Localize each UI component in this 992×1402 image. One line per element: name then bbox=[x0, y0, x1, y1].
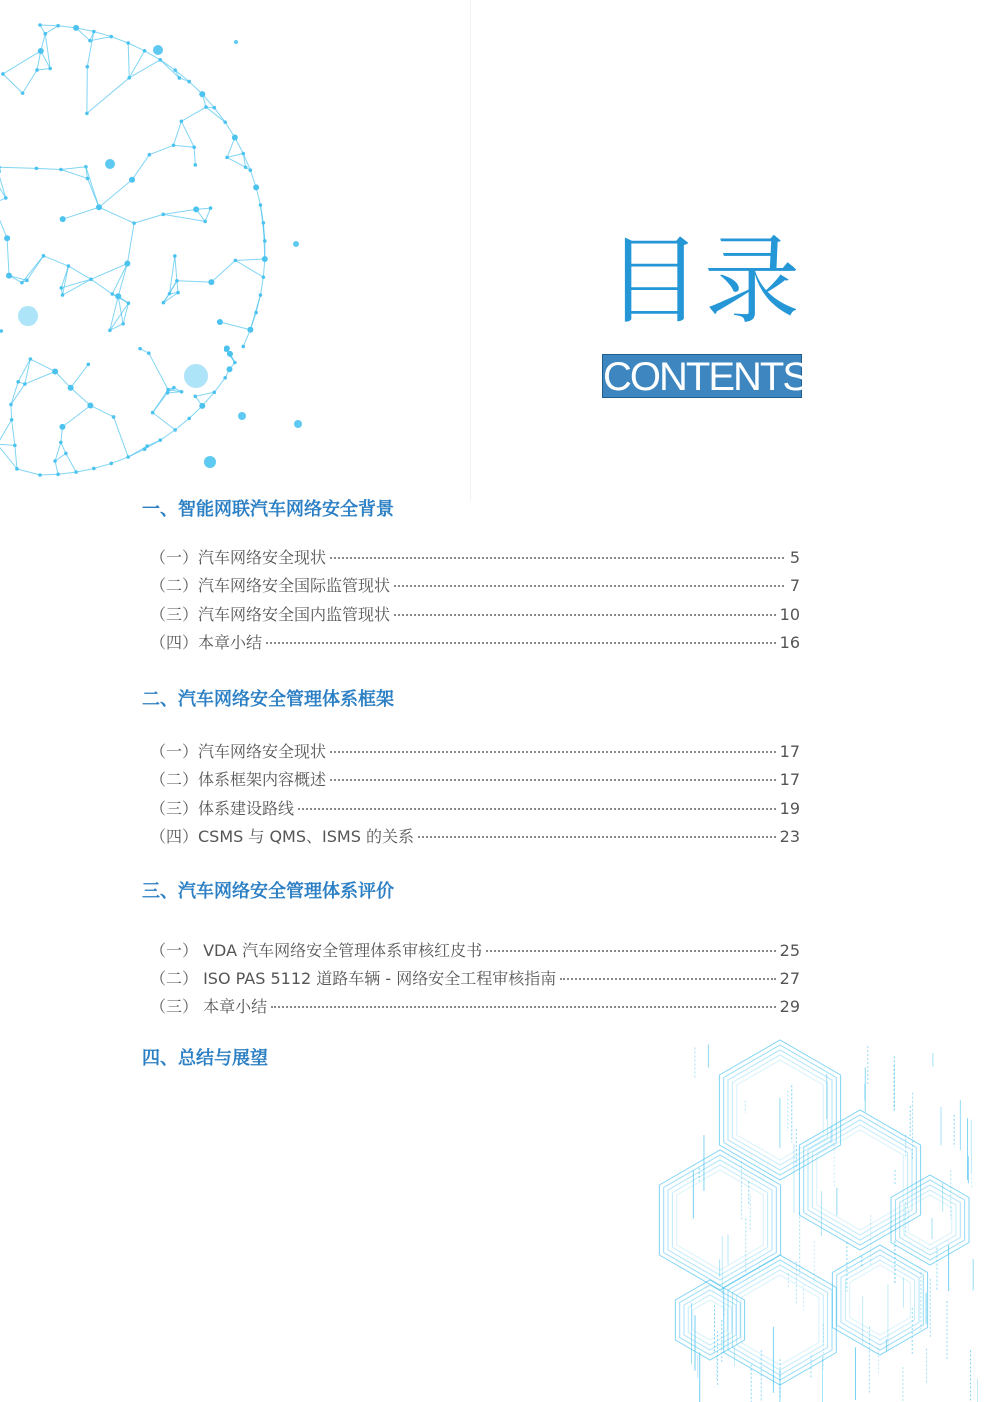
globe-node bbox=[15, 467, 19, 471]
section-title-1[interactable]: 一、智能网联汽车网络安全背景 bbox=[142, 499, 394, 520]
dot-leader bbox=[394, 602, 776, 616]
globe-node bbox=[115, 293, 121, 299]
globe-node bbox=[43, 32, 47, 36]
toc-page-number: 29 bbox=[779, 997, 800, 1016]
globe-link bbox=[91, 279, 112, 294]
toc-item[interactable] bbox=[150, 574, 800, 598]
globe-node bbox=[68, 385, 74, 391]
globe-node bbox=[253, 184, 259, 190]
globe-link bbox=[0, 204, 7, 239]
globe-node bbox=[35, 167, 39, 171]
toc-item-label: （四）CSMS 与 QMS、ISMS 的关系 bbox=[150, 827, 414, 846]
globe-link bbox=[18, 359, 30, 382]
globe-node bbox=[52, 368, 58, 374]
globe-link bbox=[0, 444, 15, 445]
globe-link bbox=[94, 32, 111, 37]
globe-link bbox=[40, 25, 58, 26]
globe-link bbox=[94, 463, 111, 468]
globe-link bbox=[12, 420, 15, 446]
globe-node bbox=[86, 177, 90, 181]
glow-dot bbox=[204, 456, 216, 468]
globe-node bbox=[199, 403, 205, 409]
dot-leader bbox=[330, 545, 784, 559]
dot-leader bbox=[271, 994, 776, 1008]
globe-node bbox=[232, 135, 238, 141]
dot-leader bbox=[394, 573, 784, 587]
globe-node bbox=[172, 144, 176, 148]
globe-node bbox=[85, 65, 89, 69]
toc-item[interactable] bbox=[150, 797, 800, 821]
globe-node bbox=[0, 168, 1, 174]
globe-link bbox=[55, 442, 61, 461]
globe-network-decoration bbox=[0, 0, 470, 560]
globe-node bbox=[38, 473, 42, 477]
globe-node bbox=[187, 80, 191, 84]
globe-link bbox=[235, 259, 264, 260]
globe-node bbox=[147, 351, 151, 355]
globe-node bbox=[180, 119, 184, 123]
globe-link bbox=[163, 214, 205, 221]
toc-item[interactable] bbox=[150, 967, 800, 991]
globe-node bbox=[192, 145, 196, 149]
globe-link bbox=[58, 472, 76, 474]
glow-dot bbox=[153, 45, 163, 55]
toc-item-label: （四）本章小结 bbox=[150, 633, 263, 652]
globe-link bbox=[0, 167, 36, 168]
section-title-4[interactable]: 四、总结与展望 bbox=[142, 1048, 268, 1069]
globe-node bbox=[151, 411, 155, 415]
globe-link bbox=[227, 138, 235, 158]
globe-link bbox=[90, 405, 113, 416]
globe-link bbox=[173, 121, 181, 145]
dot-leader bbox=[418, 824, 776, 838]
globe-link bbox=[68, 266, 91, 279]
globe-link bbox=[11, 384, 25, 404]
globe-node bbox=[56, 472, 60, 476]
globe-node bbox=[227, 366, 233, 372]
globe-link bbox=[45, 26, 58, 34]
globe-node bbox=[10, 418, 14, 422]
globe-node bbox=[180, 390, 184, 394]
globe-node bbox=[224, 345, 230, 351]
globe-node bbox=[23, 382, 27, 386]
globe-node bbox=[132, 221, 136, 225]
globe-link bbox=[110, 296, 118, 330]
hex-outline bbox=[799, 1110, 920, 1250]
hex-outline bbox=[728, 1260, 832, 1380]
toc-item-label: （一） VDA 汽车网络安全管理体系审核红皮书 bbox=[150, 941, 483, 960]
globe-node bbox=[262, 256, 268, 262]
toc-page-number: 16 bbox=[779, 633, 800, 652]
globe-link bbox=[134, 214, 163, 223]
glow-dot bbox=[234, 40, 238, 44]
globe-link bbox=[37, 68, 50, 69]
globe-node bbox=[166, 388, 170, 392]
globe-link bbox=[63, 279, 92, 295]
globe-link bbox=[211, 260, 235, 282]
globe-node bbox=[212, 106, 216, 110]
globe-node bbox=[129, 177, 135, 183]
globe-link bbox=[55, 371, 71, 387]
globe-node bbox=[87, 402, 93, 408]
globe-node bbox=[193, 206, 199, 212]
globe-node bbox=[38, 23, 42, 27]
globe-node bbox=[92, 467, 96, 471]
globe-node bbox=[173, 254, 177, 258]
globe-node bbox=[262, 275, 266, 279]
globe-node bbox=[0, 329, 3, 333]
globe-node bbox=[20, 281, 24, 285]
globe-node bbox=[259, 203, 263, 207]
globe-link bbox=[111, 457, 128, 463]
globe-node bbox=[204, 105, 208, 109]
globe-node bbox=[145, 444, 149, 448]
globe-link bbox=[91, 264, 127, 280]
globe-node bbox=[109, 462, 113, 466]
globe-node bbox=[259, 293, 263, 297]
globe-link bbox=[43, 256, 68, 266]
globe-node bbox=[168, 292, 172, 296]
globe-link bbox=[181, 107, 206, 121]
globe-link bbox=[214, 378, 225, 392]
globe-node bbox=[112, 415, 116, 419]
toc-item-label: （二）汽车网络安全国际监管现状 bbox=[150, 576, 391, 595]
toc-page-number: 27 bbox=[779, 969, 800, 988]
globe-node bbox=[173, 428, 177, 432]
globe-node bbox=[223, 120, 227, 124]
globe-node bbox=[73, 25, 79, 31]
globe-node bbox=[143, 447, 147, 451]
globe-node bbox=[88, 39, 92, 43]
globe-link bbox=[63, 207, 99, 219]
toc-page-number: 17 bbox=[779, 742, 800, 761]
glow-dot bbox=[293, 241, 299, 247]
globe-node bbox=[74, 470, 78, 474]
globe-link bbox=[55, 461, 58, 474]
toc-item[interactable] bbox=[150, 740, 800, 764]
globe-link bbox=[227, 157, 246, 167]
globe-node bbox=[249, 168, 253, 172]
glow-dot bbox=[105, 159, 115, 169]
globe-node bbox=[227, 351, 233, 357]
toc-item-label: （三） 本章小结 bbox=[150, 997, 268, 1016]
globe-node bbox=[4, 235, 10, 241]
toc-item[interactable] bbox=[150, 546, 800, 570]
dot-leader bbox=[266, 630, 776, 644]
globe-node bbox=[64, 452, 68, 456]
globe-link bbox=[87, 78, 129, 114]
page-subtitle-banner: CONTENTS bbox=[603, 355, 807, 399]
globe-link bbox=[175, 256, 177, 281]
toc-page-number: 5 bbox=[789, 548, 800, 567]
globe-node bbox=[4, 196, 8, 200]
globe-link bbox=[17, 469, 40, 475]
globe-link bbox=[0, 420, 12, 444]
dot-leader bbox=[330, 767, 776, 781]
toc-page-number: 17 bbox=[779, 770, 800, 789]
toc-item-label: （三）体系建设路线 bbox=[150, 799, 295, 818]
section-title-2[interactable]: 二、汽车网络安全管理体系框架 bbox=[142, 689, 394, 710]
dot-leader bbox=[298, 796, 776, 810]
glow-dot bbox=[184, 364, 208, 388]
hex-outline bbox=[741, 1275, 819, 1365]
toc-item-label: （一）汽车网络安全现状 bbox=[150, 742, 327, 761]
globe-link bbox=[167, 392, 181, 393]
globe-node bbox=[209, 206, 213, 210]
globe-node bbox=[225, 156, 229, 160]
globe-node bbox=[244, 165, 248, 169]
globe-node bbox=[233, 361, 237, 365]
toc-item[interactable] bbox=[150, 995, 800, 1019]
globe-node bbox=[67, 264, 71, 268]
globe-node bbox=[254, 311, 258, 315]
globe-node bbox=[92, 30, 96, 34]
globe-link bbox=[128, 43, 144, 51]
globe-node bbox=[35, 68, 39, 72]
globe-link bbox=[71, 364, 89, 388]
globe-link bbox=[149, 353, 168, 389]
globe-node bbox=[148, 153, 152, 157]
globe-link bbox=[194, 147, 195, 165]
globe-node bbox=[84, 165, 88, 169]
globe-link bbox=[87, 32, 94, 67]
hex-outline bbox=[832, 1245, 927, 1355]
globe-node bbox=[29, 357, 33, 361]
globe-link bbox=[128, 43, 129, 78]
toc-item-label: （三）汽车网络安全国内监管现状 bbox=[150, 605, 391, 624]
globe-node bbox=[143, 49, 147, 53]
globe-node bbox=[263, 239, 267, 243]
globe-node bbox=[212, 391, 216, 395]
globe-node bbox=[126, 41, 130, 45]
globe-node bbox=[161, 213, 165, 217]
globe-link bbox=[23, 70, 37, 93]
globe-node bbox=[158, 438, 162, 442]
globe-node bbox=[110, 292, 114, 296]
globe-node bbox=[85, 112, 89, 116]
globe-link bbox=[118, 296, 123, 323]
toc-item-label: （二） ISO PAS 5112 道路车辆 - 网络安全工程审核指南 bbox=[150, 969, 557, 988]
globe-link bbox=[132, 155, 149, 180]
globe-link bbox=[99, 180, 132, 207]
globe-link bbox=[66, 453, 76, 472]
glow-dot bbox=[294, 420, 302, 428]
globe-node bbox=[61, 293, 65, 297]
globe-node bbox=[59, 286, 63, 290]
hex-outline bbox=[841, 1255, 919, 1345]
globe-node bbox=[234, 259, 238, 263]
globe-link bbox=[61, 167, 86, 170]
globe-link bbox=[160, 60, 179, 78]
globe-node bbox=[16, 380, 20, 384]
globe-node bbox=[199, 91, 205, 97]
globe-node bbox=[108, 329, 112, 333]
globe-node bbox=[38, 48, 44, 54]
globe-node bbox=[203, 220, 207, 224]
globe-node bbox=[172, 386, 176, 390]
globe-link bbox=[61, 170, 88, 179]
globe-node bbox=[1, 72, 5, 76]
toc-item[interactable] bbox=[150, 603, 800, 627]
globe-link bbox=[22, 256, 44, 283]
globe-node bbox=[0, 165, 1, 169]
section-title-3[interactable]: 三、汽车网络安全管理体系评价 bbox=[142, 881, 394, 902]
globe-link bbox=[86, 167, 99, 207]
globe-link bbox=[260, 277, 263, 295]
globe-node bbox=[158, 58, 162, 62]
toc-item[interactable] bbox=[150, 768, 800, 792]
globe-link bbox=[111, 37, 128, 43]
globe-link bbox=[149, 145, 173, 154]
toc-item[interactable] bbox=[150, 631, 800, 655]
globe-node bbox=[223, 376, 227, 380]
globe-link bbox=[235, 260, 263, 277]
globe-node bbox=[48, 67, 52, 71]
hex-outline bbox=[845, 1260, 914, 1340]
globe-link bbox=[153, 413, 176, 430]
toc-page-number: 7 bbox=[789, 576, 800, 595]
dot-leader bbox=[486, 938, 776, 952]
globe-node bbox=[25, 279, 29, 283]
globe-node bbox=[53, 459, 57, 463]
globe-link bbox=[160, 430, 175, 440]
globe-link bbox=[61, 442, 66, 453]
globe-node bbox=[121, 322, 125, 326]
globe-node bbox=[247, 327, 253, 333]
globe-node bbox=[60, 216, 66, 222]
globe-node bbox=[59, 424, 65, 430]
globe-node bbox=[126, 455, 130, 459]
globe-link bbox=[175, 418, 189, 429]
hex-outline bbox=[737, 1270, 824, 1370]
globe-link bbox=[173, 145, 194, 147]
globe-link bbox=[36, 168, 61, 169]
toc-page-number: 10 bbox=[779, 605, 800, 624]
hexagon-circuit-decoration bbox=[630, 1020, 992, 1402]
globe-node bbox=[13, 444, 17, 448]
globe-link bbox=[11, 382, 18, 405]
globe-node bbox=[217, 319, 223, 325]
glow-dot bbox=[18, 306, 38, 326]
globe-node bbox=[87, 362, 91, 366]
globe-link bbox=[76, 468, 94, 472]
globe-link bbox=[3, 51, 41, 74]
globe-link bbox=[160, 60, 175, 70]
globe-node bbox=[138, 347, 142, 351]
hex-outline bbox=[732, 1265, 827, 1375]
globe-link bbox=[127, 223, 134, 263]
page-title: 目录 bbox=[606, 225, 802, 337]
globe-node bbox=[89, 277, 93, 281]
globe-node bbox=[9, 403, 13, 407]
globe-link bbox=[30, 359, 55, 371]
globe-link bbox=[114, 417, 129, 457]
globe-node bbox=[241, 345, 245, 349]
globe-link bbox=[227, 154, 243, 158]
globe-link bbox=[25, 371, 55, 384]
globe-node bbox=[193, 395, 197, 399]
globe-node bbox=[124, 261, 130, 267]
globe-node bbox=[208, 279, 214, 285]
globe-node bbox=[109, 35, 113, 39]
globe-node bbox=[187, 417, 191, 421]
globe-link bbox=[128, 449, 144, 457]
globe-node bbox=[241, 152, 245, 156]
globe-node bbox=[42, 254, 46, 258]
globe-node bbox=[178, 76, 182, 80]
hex-outline bbox=[850, 1265, 911, 1335]
globe-link bbox=[3, 74, 23, 93]
globe-node bbox=[127, 76, 131, 80]
toc-item-label: （二）体系框架内容概述 bbox=[150, 770, 327, 789]
hex-outline bbox=[808, 1120, 912, 1240]
globe-node bbox=[21, 91, 25, 95]
glow-dot bbox=[238, 412, 246, 420]
globe-node bbox=[262, 221, 266, 225]
globe-node bbox=[56, 24, 60, 28]
globe-node bbox=[176, 291, 180, 295]
hex-outline bbox=[812, 1125, 907, 1235]
globe-link bbox=[99, 207, 134, 223]
globe-node bbox=[193, 163, 197, 167]
globe-link bbox=[62, 405, 90, 426]
toc-item-label: （一）汽车网络安全现状 bbox=[150, 548, 327, 567]
toc-item[interactable] bbox=[150, 939, 800, 963]
globe-node bbox=[59, 168, 63, 172]
toc-page-number: 23 bbox=[779, 827, 800, 846]
globe-node bbox=[175, 279, 179, 283]
globe-link bbox=[163, 209, 196, 214]
toc-page-number: 19 bbox=[779, 799, 800, 818]
dot-leader bbox=[330, 739, 776, 753]
globe-node bbox=[173, 68, 177, 72]
globe-node bbox=[96, 204, 102, 210]
globe-link bbox=[205, 208, 210, 221]
globe-link bbox=[7, 238, 9, 275]
globe-link bbox=[40, 474, 58, 475]
divider bbox=[470, 0, 471, 500]
hex-outline bbox=[908, 1195, 951, 1245]
globe-link bbox=[11, 405, 12, 420]
dot-leader bbox=[560, 966, 775, 980]
globe-link bbox=[15, 445, 17, 468]
globe-node bbox=[59, 441, 63, 445]
globe-link bbox=[0, 444, 17, 469]
toc-item[interactable] bbox=[150, 825, 800, 849]
globe-link bbox=[71, 388, 91, 406]
globe-link bbox=[25, 359, 31, 384]
globe-node bbox=[127, 301, 131, 305]
globe-link bbox=[220, 322, 250, 330]
hex-outline bbox=[672, 1165, 767, 1275]
hex-outline bbox=[817, 1130, 904, 1230]
globe-link bbox=[177, 281, 211, 282]
toc-page-number: 25 bbox=[779, 941, 800, 960]
globe-node bbox=[162, 301, 166, 305]
globe-node bbox=[166, 391, 170, 395]
globe-link bbox=[181, 121, 194, 147]
globe-node bbox=[6, 273, 12, 279]
